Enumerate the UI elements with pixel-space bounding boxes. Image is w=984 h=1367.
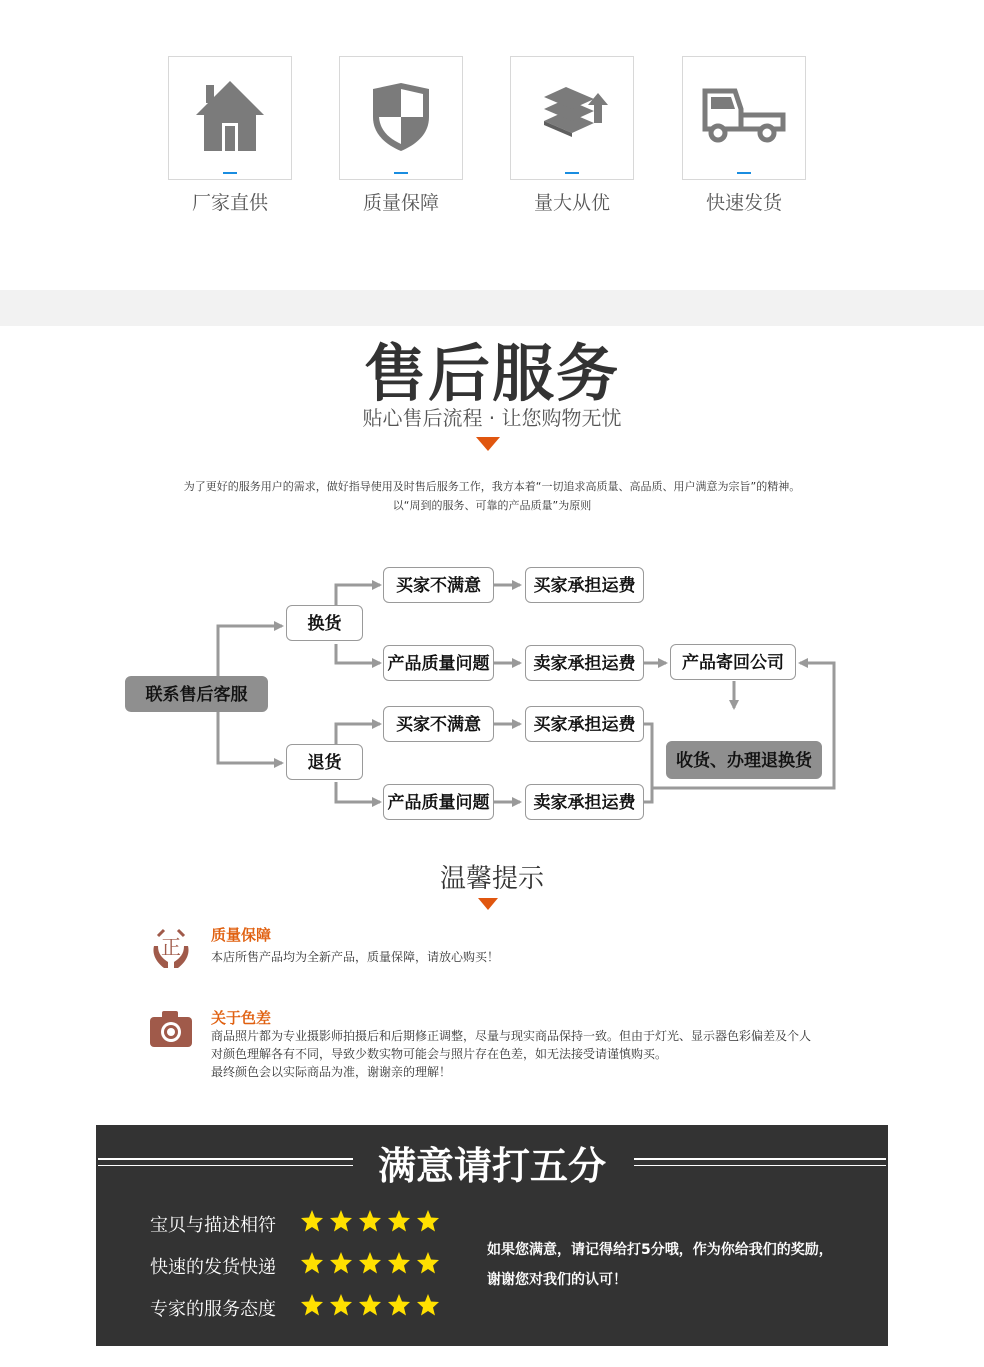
feature-label: 快速发货 [705, 192, 782, 214]
section-divider [0, 290, 984, 326]
rating-message-line-1: 如果您满意，请记得给打5分哦，作为你给我们的奖励， [487, 1242, 833, 1258]
star-icon[interactable] [358, 1251, 382, 1275]
star-icon[interactable] [387, 1293, 411, 1317]
intro-line-2: 以“周到的服务、可靠的产品质量”为原则 [392, 499, 592, 512]
star-rating[interactable] [300, 1209, 445, 1237]
feature-label: 厂家直供 [191, 192, 268, 214]
star-icon[interactable] [300, 1209, 324, 1233]
quality-mark-char: 正 [161, 935, 181, 959]
hands-quality-icon [148, 924, 194, 972]
node-return: 退货 [286, 744, 363, 780]
feature-bulk-discount [510, 56, 634, 215]
feature-dash [223, 172, 237, 174]
tip-color-text-2: 对颜色理解各有不同，导致少数实物可能会与照片存在色差，如无法接受请谨慎购买。 [211, 1047, 668, 1061]
tip-quality-text: 本店所售产品均为全新产品，质量保障，请放心购买！ [211, 950, 500, 964]
star-icon[interactable] [416, 1293, 440, 1317]
star-icon[interactable] [329, 1293, 353, 1317]
tip-color-text-1: 商品照片都为专业摄影师拍摄后和后期修正调整，尽量与现实商品保持一致。但由于灯光、显示器色彩偏差及个人 [211, 1029, 812, 1043]
star-icon[interactable] [358, 1293, 382, 1317]
after-sales-subtitle: 贴心售后流程 · 让您购物无忧 [362, 406, 622, 430]
feature-fast-shipping [682, 56, 806, 215]
after-sales-title: 售后服务 [363, 337, 620, 410]
feature-quality [339, 56, 463, 215]
feature-box [339, 56, 463, 180]
after-sales-flowchart [0, 560, 984, 830]
node-rt-quality: 产品质量问题 [383, 784, 494, 820]
rating-message-line-2: 谢谢您对我们的认可！ [487, 1272, 627, 1288]
tip-color-text-3: 最终颜色会以实际商品为准，谢谢亲的理解！ [211, 1065, 452, 1079]
truck-icon [701, 79, 787, 153]
feature-box [168, 56, 292, 180]
stack-up-icon [536, 79, 612, 153]
star-icon[interactable] [416, 1251, 440, 1275]
intro-line-1: 为了更好的服务用户的需求，做好指导使用及时售后服务工作，我方本着“一切追求高质量、高品质、用户满意为宗旨”的精神。 [183, 480, 801, 493]
node-rt-dissatisfied: 买家不满意 [383, 706, 494, 742]
node-rt-seller-pays: 卖家承担运费 [525, 784, 644, 820]
rating-label: 宝贝与描述相符 [150, 1215, 276, 1236]
star-icon[interactable] [300, 1251, 324, 1275]
node-process-return: 收货、办理退换货 [666, 741, 822, 779]
star-icon[interactable] [358, 1209, 382, 1233]
triangle-down-icon [476, 437, 500, 451]
tip-color [148, 1007, 868, 1087]
node-ex-quality: 产品质量问题 [383, 645, 494, 681]
feature-label: 质量保障 [362, 192, 439, 214]
node-ex-seller-pays: 卖家承担运费 [525, 645, 644, 681]
node-contact-service: 联系售后客服 [125, 676, 268, 712]
rating-label: 快速的发货快递 [150, 1257, 276, 1278]
tip-quality [148, 924, 868, 974]
node-exchange: 换货 [286, 605, 363, 641]
star-icon[interactable] [387, 1251, 411, 1275]
star-rating[interactable] [300, 1251, 445, 1279]
feature-dash [394, 172, 408, 174]
feature-dash [565, 172, 579, 174]
feature-dash [737, 172, 751, 174]
factory-house-icon [194, 79, 266, 153]
star-icon[interactable] [387, 1209, 411, 1233]
triangle-down-icon [478, 898, 498, 910]
features-section [0, 0, 984, 290]
feature-label: 量大从优 [533, 192, 610, 214]
tip-color-title: 关于色差 [211, 1009, 272, 1027]
star-icon[interactable] [300, 1293, 324, 1317]
tips-title: 温馨提示 [439, 864, 544, 894]
shield-icon [365, 79, 437, 153]
node-ex-dissatisfied: 买家不满意 [383, 567, 494, 603]
node-rt-buyer-pays: 买家承担运费 [525, 706, 644, 742]
star-icon[interactable] [329, 1209, 353, 1233]
rating-label: 专家的服务态度 [150, 1299, 276, 1320]
rating-panel [96, 1125, 888, 1346]
rating-title: 满意请打五分 [377, 1143, 606, 1188]
node-send-back: 产品寄回公司 [670, 644, 796, 680]
tip-quality-title: 质量保障 [211, 926, 272, 944]
camera-icon [148, 1009, 194, 1049]
node-ex-buyer-pays: 买家承担运费 [525, 567, 644, 603]
star-icon[interactable] [329, 1251, 353, 1275]
star-rating[interactable] [300, 1293, 445, 1321]
feature-box [510, 56, 634, 180]
feature-factory-direct [168, 56, 292, 215]
feature-box [682, 56, 806, 180]
star-icon[interactable] [416, 1209, 440, 1233]
